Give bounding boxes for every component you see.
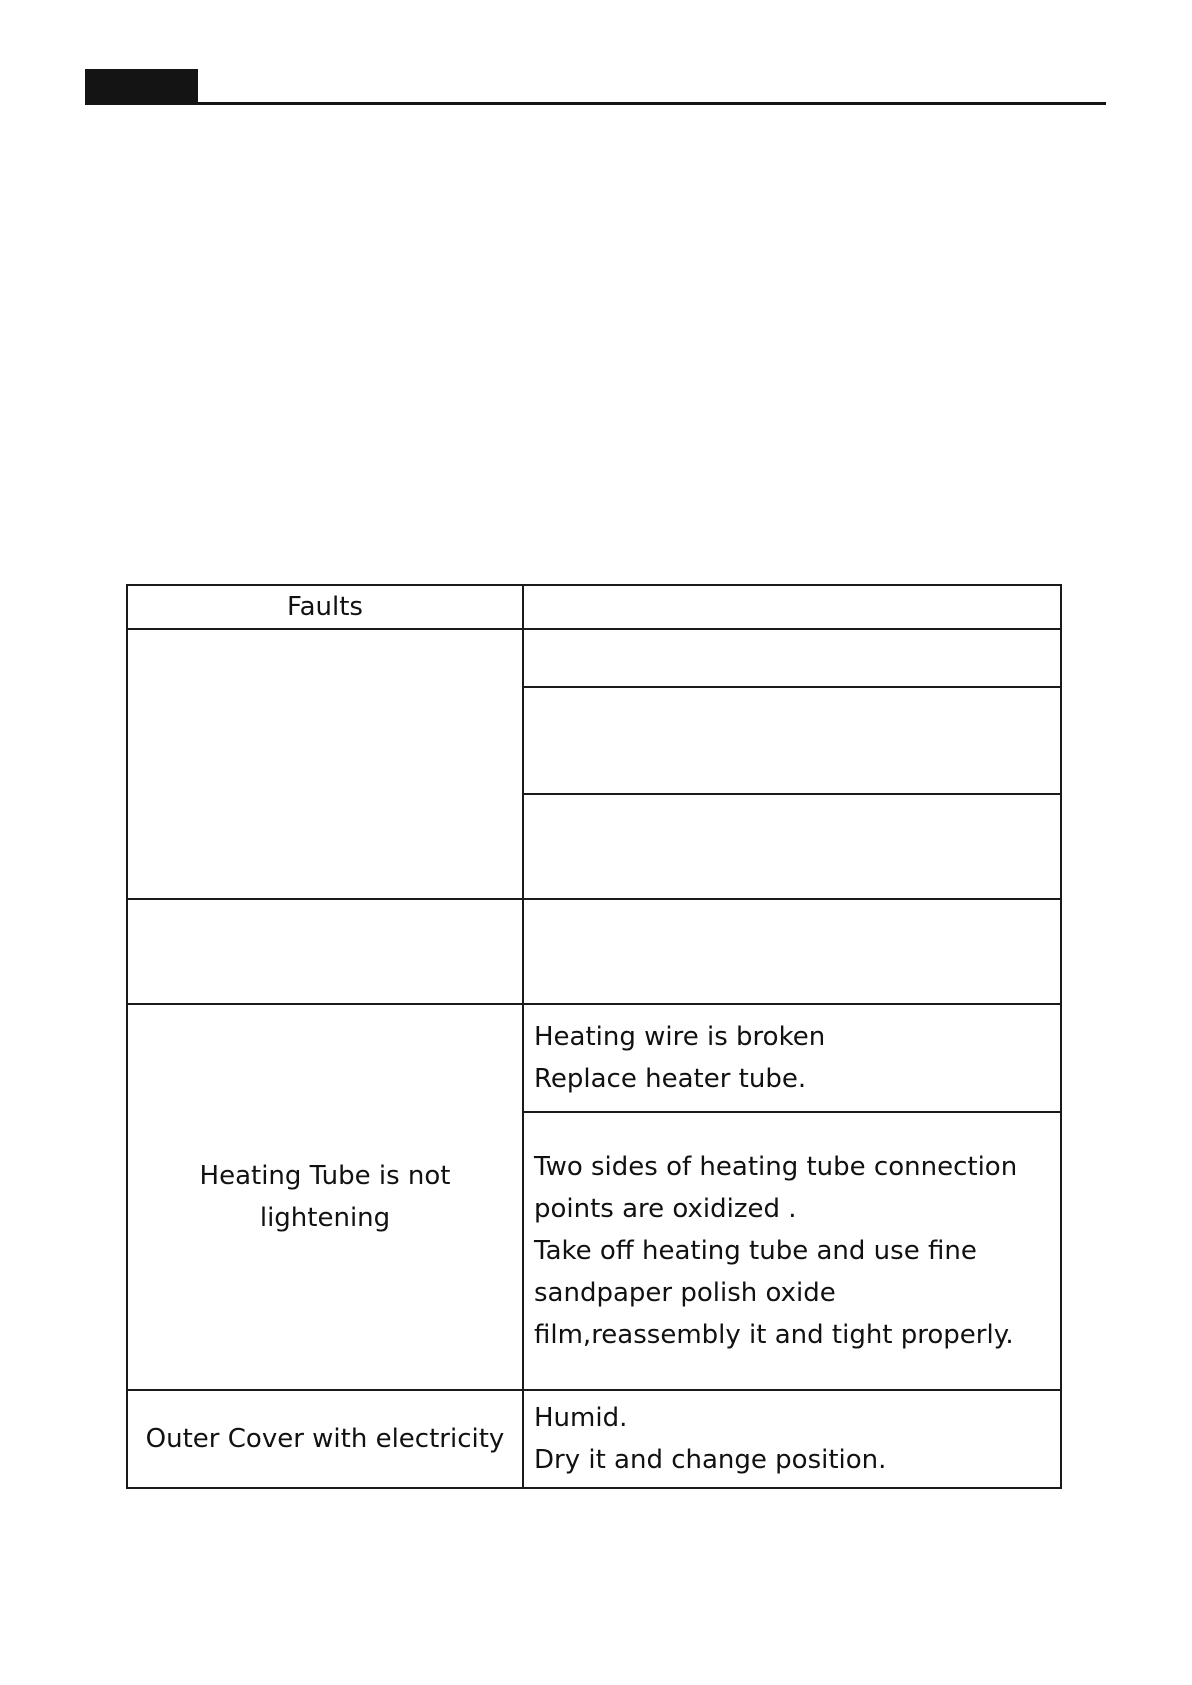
- fault-cell: [127, 629, 523, 899]
- solution-cell: [523, 794, 1061, 899]
- solution-cell-heating-wire: [523, 1004, 1061, 1112]
- solution-line: points are oxidized .: [534, 1194, 797, 1224]
- solution-cell: [523, 629, 1061, 687]
- fault-cell-heating-tube: [127, 1004, 523, 1390]
- table-row: [127, 629, 1061, 687]
- solution-line: Replace heater tube.: [534, 1064, 807, 1094]
- solution-cell: [523, 899, 1061, 1004]
- solution-line: Dry it and change position.: [534, 1445, 887, 1475]
- fault-cell-outer-cover: Outer Cover with electricity: [127, 1390, 523, 1488]
- table-header-row: [127, 585, 1061, 629]
- solution-line: film,reassembly it and tight properly.: [534, 1320, 1014, 1350]
- table-row: [127, 1390, 1061, 1488]
- faults-table: [126, 584, 1062, 1489]
- solution-cell-humid: [523, 1390, 1061, 1488]
- solution-cell-oxidized: [523, 1112, 1061, 1390]
- header-rule: [85, 102, 1106, 105]
- table-row: [127, 899, 1061, 1004]
- fault-line: Heating Tube is not: [199, 1161, 451, 1191]
- solution-line: Take off heating tube and use fine: [534, 1236, 977, 1266]
- solution-line: Humid.: [534, 1403, 628, 1433]
- header-tab-block: [85, 69, 198, 104]
- fault-cell: [127, 899, 523, 1004]
- solution-line: Heating wire is broken: [534, 1022, 826, 1052]
- header-solution: [523, 585, 1061, 629]
- header-faults: Faults: [127, 585, 523, 629]
- fault-line: lightening: [259, 1203, 391, 1233]
- solution-line: sandpaper polish oxide: [534, 1278, 836, 1308]
- table-row: [127, 1004, 1061, 1112]
- solution-cell: [523, 687, 1061, 794]
- solution-line: Two sides of heating tube connection: [534, 1152, 1018, 1182]
